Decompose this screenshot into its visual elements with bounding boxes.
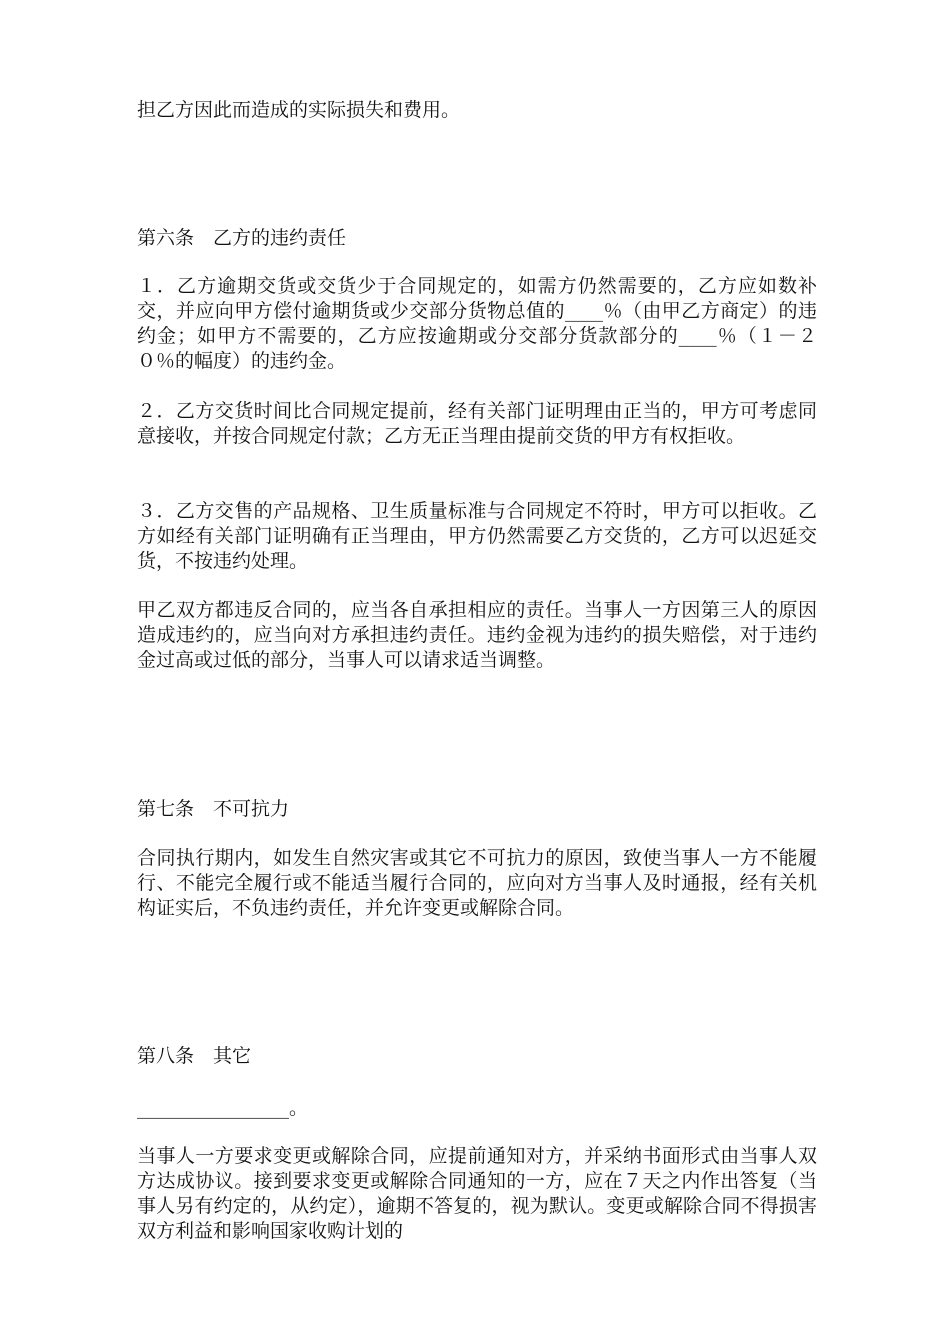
article-8-blank-line: ________________。	[137, 1097, 309, 1119]
article-8-body: 当事人一方要求变更或解除合同，应提前通知对方，并采纳书面形式由当事人双方达成协议。接到要求变更或解除合同通知的一方，应在７天之内作出答复（当事人另有约定的，从约定），逾期不答复的，视为默认。变更或解除合同不得损害双方利益和影响国家收购计划的	[137, 1145, 817, 1242]
article-6-item-1: １．乙方逾期交货或交货少于合同规定的，如需方仍然需要的，乙方应如数补交，并应向甲方偿付逾期货或少交部分货物总值的____％（由甲乙方商定）的违约金；如甲方不需要的，乙方应按逾期或分交部分货款部分的____％（１－２０％的幅度）的违约金。	[137, 275, 817, 372]
continuation-paragraph: 担乙方因此而造成的实际损失和费用。	[137, 99, 461, 121]
article-7-heading: 第七条 不可抗力	[137, 798, 290, 820]
article-7-body: 合同执行期内，如发生自然灾害或其它不可抗力的原因，致使当事人一方不能履行、不能完全履行或不能适当履行合同的，应向对方当事人及时通报，经有关机构证实后，不负违约责任，并允许变更或解除合同。	[137, 847, 817, 919]
article-6-joint-liability-paragraph: 甲乙双方都违反合同的，应当各自承担相应的责任。当事人一方因第三人的原因造成违约的，应当向对方承担违约责任。违约金视为违约的损失赔偿，对于违约金过高或过低的部分，当事人可以请求适当调整。	[137, 599, 817, 671]
article-6-item-3: ３．乙方交售的产品规格、卫生质量标准与合同规定不符时，甲方可以拒收。乙方如经有关部门证明确有正当理由，甲方仍然需要乙方交货的，乙方可以迟延交货，不按违约处理。	[137, 500, 817, 572]
article-6-heading: 第六条 乙方的违约责任	[137, 227, 347, 249]
article-8-heading: 第八条 其它	[137, 1045, 252, 1067]
article-6-item-2: ２．乙方交货时间比合同规定提前，经有关部门证明理由正当的，甲方可考虑同意接收，并按合同规定付款；乙方无正当理由提前交货的甲方有权拒收。	[137, 400, 817, 447]
